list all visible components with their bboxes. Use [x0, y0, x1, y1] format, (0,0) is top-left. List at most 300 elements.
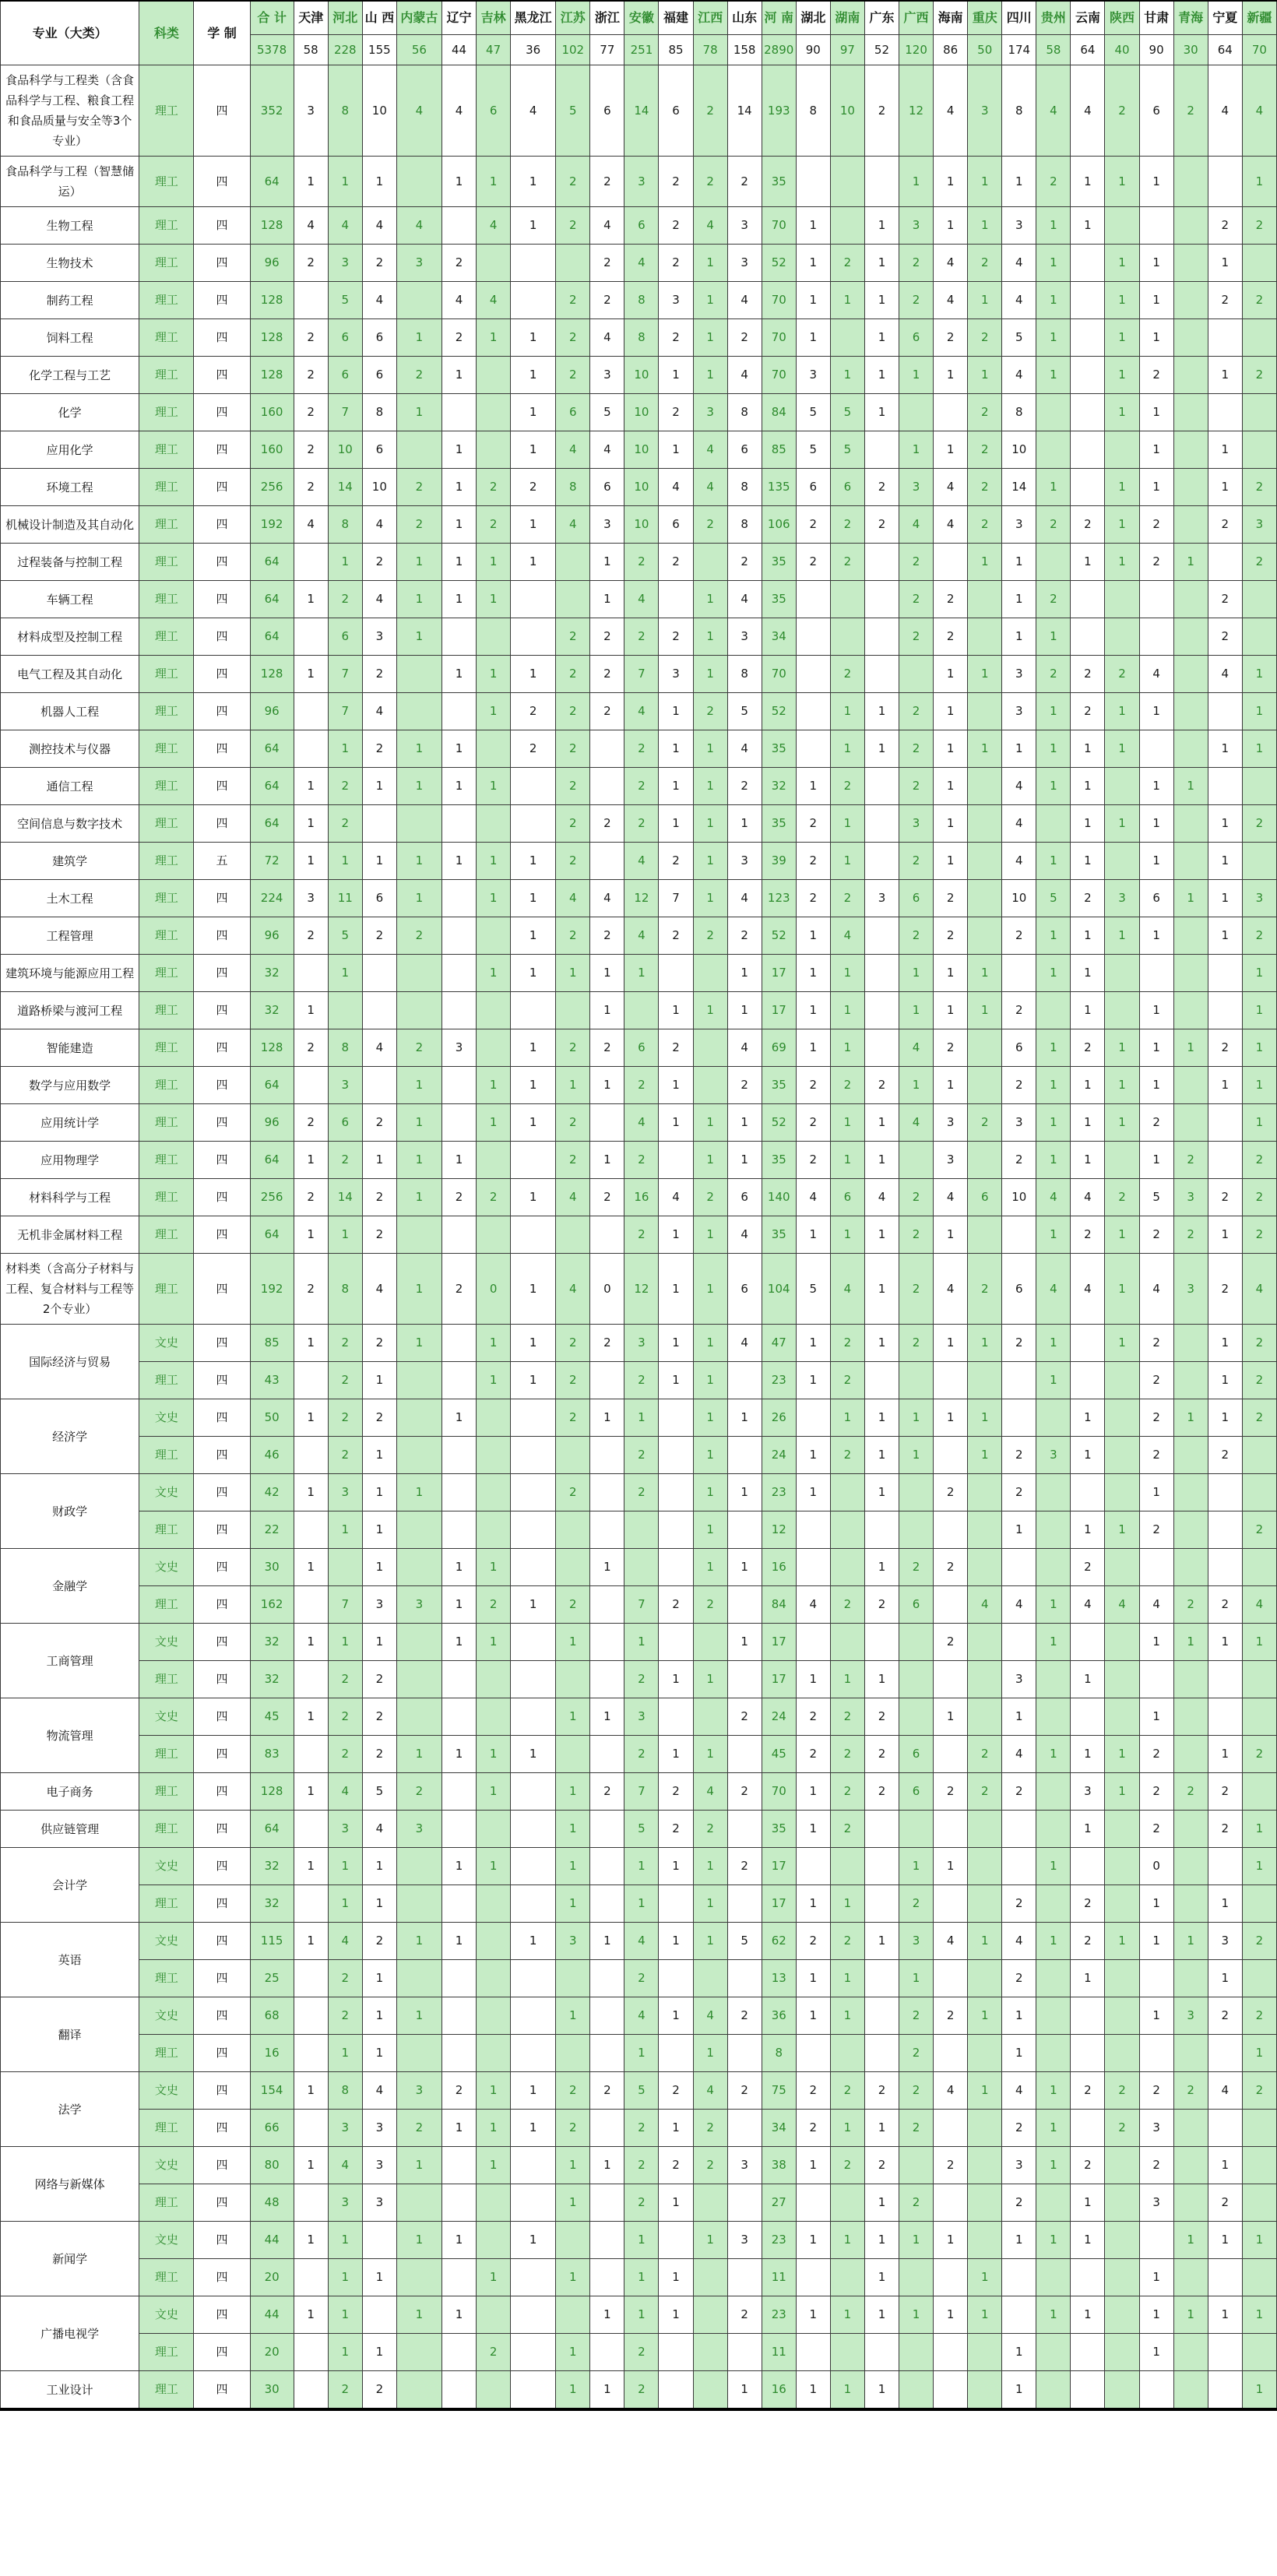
value-cell: 2: [693, 2110, 727, 2147]
value-cell: 1: [1071, 207, 1105, 245]
value-cell: 1: [624, 2259, 659, 2296]
value-cell: 2: [1242, 1362, 1276, 1399]
value-cell: 2: [830, 1437, 864, 1474]
value-cell: [590, 1885, 624, 1923]
value-cell: 2: [362, 1104, 396, 1142]
value-cell: 1: [796, 1474, 830, 1511]
value-cell: [864, 843, 899, 880]
value-cell: 1: [477, 693, 511, 730]
value-cell: [899, 1474, 934, 1511]
value-cell: [1208, 1549, 1242, 1586]
value-cell: 4: [1071, 1254, 1105, 1325]
value-cell: 1: [727, 955, 762, 992]
value-cell: 11: [328, 880, 362, 917]
value-cell: 1: [556, 1624, 590, 1661]
value-cell: [1036, 1773, 1071, 1811]
value-cell: 2: [899, 282, 934, 319]
value-cell: 2: [624, 1474, 659, 1511]
value-cell: 8: [727, 506, 762, 544]
value-cell: [477, 1811, 511, 1848]
subject-type-cell: 理工: [139, 1142, 194, 1179]
value-cell: 4: [477, 282, 511, 319]
value-cell: 1: [396, 544, 441, 581]
value-cell: 1: [934, 157, 968, 207]
value-cell: 4: [624, 1923, 659, 1960]
value-cell: 4: [1071, 1586, 1105, 1624]
value-cell: [1242, 431, 1276, 469]
value-cell: 1: [864, 2184, 899, 2222]
value-cell: [968, 1216, 1002, 1254]
province-column-header: 宁夏: [1208, 1, 1242, 35]
value-cell: 1: [1139, 1067, 1173, 1104]
value-cell: 6: [899, 1773, 934, 1811]
value-cell: [477, 394, 511, 431]
value-cell: 80: [250, 2147, 294, 2184]
value-cell: [477, 1997, 511, 2035]
value-cell: 35: [762, 1142, 796, 1179]
value-cell: 1: [1242, 730, 1276, 768]
value-cell: 2: [934, 1773, 968, 1811]
value-cell: 1: [1208, 357, 1242, 394]
table-row: [1, 2184, 1277, 2222]
value-cell: [441, 207, 476, 245]
value-cell: 1: [659, 693, 693, 730]
subject-type-column-header: 科类: [139, 1, 194, 65]
value-cell: 4: [328, 1923, 362, 1960]
value-cell: 2: [362, 1325, 396, 1362]
table-row: [1, 469, 1277, 506]
subject-type-cell: 理工: [139, 1104, 194, 1142]
value-cell: [441, 1997, 476, 2035]
value-cell: 6: [899, 880, 934, 917]
subject-type-cell: 理工: [139, 581, 194, 618]
value-cell: 2: [934, 1029, 968, 1067]
value-cell: [624, 1549, 659, 1586]
value-cell: 1: [796, 207, 830, 245]
value-cell: 1: [1242, 656, 1276, 693]
value-cell: 1: [796, 1773, 830, 1811]
value-cell: 2: [693, 157, 727, 207]
value-cell: 2: [294, 1179, 328, 1216]
value-cell: 2: [294, 245, 328, 282]
value-cell: 1: [590, 1698, 624, 1736]
value-cell: [590, 1437, 624, 1474]
value-cell: 1: [659, 1216, 693, 1254]
value-cell: 1: [864, 2371, 899, 2410]
value-cell: 8: [762, 2035, 796, 2072]
value-cell: [1105, 1661, 1139, 1698]
value-cell: 2: [1242, 805, 1276, 843]
value-cell: [864, 2035, 899, 2072]
value-cell: 1: [1071, 1104, 1105, 1142]
table-row: [1, 544, 1277, 581]
value-cell: [511, 2296, 556, 2334]
value-cell: [659, 581, 693, 618]
value-cell: 1: [396, 1736, 441, 1773]
value-cell: 256: [250, 1179, 294, 1216]
value-cell: 2: [590, 1773, 624, 1811]
value-cell: [968, 2222, 1002, 2259]
value-cell: [934, 1661, 968, 1698]
subject-type-cell: 理工: [139, 805, 194, 843]
value-cell: [864, 431, 899, 469]
value-cell: 135: [762, 469, 796, 506]
value-cell: [1173, 1362, 1208, 1399]
duration-cell: 四: [194, 431, 250, 469]
value-cell: 2: [659, 245, 693, 282]
value-cell: 2: [968, 431, 1002, 469]
value-cell: 1: [1242, 1811, 1276, 1848]
value-cell: 4: [727, 581, 762, 618]
value-cell: 1: [396, 880, 441, 917]
value-cell: [590, 1474, 624, 1511]
value-cell: [590, 1736, 624, 1773]
value-cell: [511, 581, 556, 618]
column-total: 56: [396, 35, 441, 65]
value-cell: [693, 2371, 727, 2410]
value-cell: 7: [328, 1586, 362, 1624]
value-cell: 3: [727, 2147, 762, 2184]
value-cell: 1: [1105, 319, 1139, 357]
value-cell: 1: [864, 1474, 899, 1511]
value-cell: 1: [511, 2072, 556, 2110]
value-cell: [441, 805, 476, 843]
value-cell: 1: [796, 1997, 830, 2035]
subject-type-cell: 文史: [139, 1698, 194, 1736]
value-cell: 2: [727, 1698, 762, 1736]
value-cell: 2: [693, 1811, 727, 1848]
value-cell: [1242, 1437, 1276, 1474]
value-cell: [477, 1029, 511, 1067]
duration-cell: 四: [194, 1216, 250, 1254]
subject-type-cell: 理工: [139, 992, 194, 1029]
value-cell: [441, 2371, 476, 2410]
value-cell: 1: [659, 1325, 693, 1362]
value-cell: 4: [693, 207, 727, 245]
value-cell: [968, 2334, 1002, 2371]
value-cell: 2: [796, 1104, 830, 1142]
value-cell: 2: [294, 357, 328, 394]
value-cell: 1: [693, 282, 727, 319]
value-cell: 4: [830, 917, 864, 955]
value-cell: [727, 1511, 762, 1549]
value-cell: 2: [1139, 2072, 1173, 2110]
duration-cell: 四: [194, 1698, 250, 1736]
value-cell: [1173, 1698, 1208, 1736]
duration-cell: 四: [194, 1142, 250, 1179]
value-cell: 70: [762, 207, 796, 245]
value-cell: 4: [624, 245, 659, 282]
value-cell: 3: [294, 880, 328, 917]
value-cell: 2: [362, 917, 396, 955]
major-cell: 材料类（含高分子材料与工程、复合材料与工程等2个专业）: [1, 1254, 139, 1325]
table-row: [1, 1399, 1277, 1437]
value-cell: 1: [727, 805, 762, 843]
value-cell: 1: [1139, 1624, 1173, 1661]
value-cell: 1: [362, 1885, 396, 1923]
value-cell: 3: [441, 1029, 476, 1067]
value-cell: [477, 1474, 511, 1511]
value-cell: [659, 1142, 693, 1179]
value-cell: 4: [693, 2072, 727, 2110]
duration-cell: 四: [194, 1067, 250, 1104]
value-cell: 2: [1139, 1362, 1173, 1399]
value-cell: 1: [1105, 245, 1139, 282]
value-cell: 2: [659, 319, 693, 357]
value-cell: 12: [899, 65, 934, 157]
value-cell: 1: [1002, 1997, 1036, 2035]
table-row: [1, 1885, 1277, 1923]
value-cell: [1105, 768, 1139, 805]
value-cell: 2: [624, 544, 659, 581]
value-cell: 2: [1242, 282, 1276, 319]
value-cell: [864, 1511, 899, 1549]
value-cell: [1036, 544, 1071, 581]
value-cell: [1173, 282, 1208, 319]
duration-cell: 四: [194, 2334, 250, 2371]
value-cell: [864, 1997, 899, 2035]
major-cell: 翻译: [1, 1997, 139, 2072]
value-cell: [1071, 581, 1105, 618]
value-cell: 2: [556, 2110, 590, 2147]
value-cell: 1: [1036, 2110, 1071, 2147]
duration-cell: 四: [194, 955, 250, 992]
value-cell: 4: [1139, 1586, 1173, 1624]
table-row: [1, 730, 1277, 768]
value-cell: 1: [511, 506, 556, 544]
column-total: 70: [1242, 35, 1276, 65]
value-cell: [968, 2147, 1002, 2184]
value-cell: 2: [1071, 2147, 1105, 2184]
major-cell: 道路桥梁与渡河工程: [1, 992, 139, 1029]
subject-type-cell: 理工: [139, 1736, 194, 1773]
value-cell: 1: [1036, 1067, 1071, 1104]
value-cell: 1: [659, 1104, 693, 1142]
value-cell: [1036, 2035, 1071, 2072]
value-cell: 1: [477, 843, 511, 880]
value-cell: 1: [362, 157, 396, 207]
value-cell: 1: [693, 1736, 727, 1773]
value-cell: 6: [1139, 880, 1173, 917]
table-row: [1, 1067, 1277, 1104]
value-cell: 1: [511, 880, 556, 917]
value-cell: [899, 1362, 934, 1399]
value-cell: 4: [362, 207, 396, 245]
value-cell: 1: [1036, 357, 1071, 394]
value-cell: 1: [477, 1325, 511, 1362]
value-cell: 1: [659, 1736, 693, 1773]
table-row: [1, 1923, 1277, 1960]
value-cell: 1: [693, 1848, 727, 1885]
value-cell: [1002, 1362, 1036, 1399]
value-cell: 32: [250, 992, 294, 1029]
value-cell: 1: [1071, 2296, 1105, 2334]
value-cell: 2: [830, 1773, 864, 1811]
value-cell: 4: [727, 1029, 762, 1067]
value-cell: [511, 1142, 556, 1179]
subject-type-cell: 理工: [139, 1179, 194, 1216]
value-cell: [727, 1661, 762, 1698]
value-cell: 1: [590, 1399, 624, 1437]
value-cell: 1: [899, 992, 934, 1029]
value-cell: 2: [1242, 1325, 1276, 1362]
value-cell: [934, 1960, 968, 1997]
value-cell: 2: [796, 843, 830, 880]
value-cell: 2: [441, 245, 476, 282]
value-cell: 1: [441, 157, 476, 207]
value-cell: 2: [659, 843, 693, 880]
value-cell: [693, 955, 727, 992]
value-cell: 1: [864, 1399, 899, 1437]
value-cell: 140: [762, 1179, 796, 1216]
value-cell: [830, 1511, 864, 1549]
value-cell: [1105, 1848, 1139, 1885]
value-cell: [693, 1960, 727, 1997]
value-cell: 1: [477, 1549, 511, 1586]
value-cell: 1: [1139, 1885, 1173, 1923]
value-cell: 2: [899, 618, 934, 656]
value-cell: [294, 1960, 328, 1997]
column-total: 102: [556, 35, 590, 65]
duration-cell: 四: [194, 2110, 250, 2147]
value-cell: 2: [294, 469, 328, 506]
value-cell: [441, 1067, 476, 1104]
value-cell: 2: [1071, 2072, 1105, 2110]
value-cell: [294, 2184, 328, 2222]
value-cell: 96: [250, 693, 294, 730]
value-cell: 2: [693, 1586, 727, 1624]
value-cell: [1173, 431, 1208, 469]
value-cell: 6: [624, 207, 659, 245]
value-cell: 2: [899, 917, 934, 955]
value-cell: 4: [590, 207, 624, 245]
value-cell: 2: [727, 1067, 762, 1104]
value-cell: 1: [396, 394, 441, 431]
value-cell: 64: [250, 618, 294, 656]
province-column-header: 广东: [864, 1, 899, 35]
value-cell: [1002, 1399, 1036, 1437]
value-cell: 1: [934, 1399, 968, 1437]
value-cell: 3: [328, 1474, 362, 1511]
value-cell: 4: [328, 2147, 362, 2184]
value-cell: 4: [934, 506, 968, 544]
duration-cell: 四: [194, 1885, 250, 1923]
value-cell: 1: [1036, 1325, 1071, 1362]
value-cell: [1173, 730, 1208, 768]
value-cell: 1: [727, 1474, 762, 1511]
value-cell: 1: [362, 2035, 396, 2072]
value-cell: 2: [328, 1661, 362, 1698]
value-cell: 2: [934, 1474, 968, 1511]
value-cell: 2: [362, 1736, 396, 1773]
value-cell: 8: [556, 469, 590, 506]
value-cell: 2: [1139, 1216, 1173, 1254]
duration-cell: 四: [194, 2222, 250, 2259]
value-cell: [1105, 992, 1139, 1029]
value-cell: 2: [1002, 1325, 1036, 1362]
value-cell: 2: [1002, 992, 1036, 1029]
value-cell: 2: [934, 1997, 968, 2035]
value-cell: 3: [1208, 1923, 1242, 1960]
value-cell: 30: [250, 2371, 294, 2410]
value-cell: 1: [899, 1848, 934, 1885]
value-cell: [396, 1624, 441, 1661]
value-cell: 2: [1208, 1997, 1242, 2035]
table-row: [1, 1997, 1277, 2035]
value-cell: 1: [1105, 805, 1139, 843]
value-cell: 1: [1105, 357, 1139, 394]
value-cell: 3: [362, 2184, 396, 2222]
value-cell: 70: [762, 656, 796, 693]
value-cell: 2: [362, 1216, 396, 1254]
value-cell: 1: [1242, 2371, 1276, 2410]
subject-type-cell: 理工: [139, 394, 194, 431]
value-cell: 1: [1105, 394, 1139, 431]
value-cell: 3: [899, 1923, 934, 1960]
value-cell: [1242, 843, 1276, 880]
value-cell: 4: [1002, 805, 1036, 843]
value-cell: 68: [250, 1997, 294, 2035]
value-cell: [1071, 357, 1105, 394]
duration-cell: 四: [194, 2147, 250, 2184]
value-cell: [1036, 1811, 1071, 1848]
value-cell: 1: [441, 1923, 476, 1960]
value-cell: 7: [328, 656, 362, 693]
value-cell: [441, 1474, 476, 1511]
value-cell: 46: [250, 1437, 294, 1474]
value-cell: [968, 1362, 1002, 1399]
value-cell: 32: [250, 1885, 294, 1923]
value-cell: [477, 2184, 511, 2222]
value-cell: [864, 917, 899, 955]
value-cell: [659, 1511, 693, 1549]
value-cell: 2: [727, 1997, 762, 2035]
duration-cell: 四: [194, 730, 250, 768]
value-cell: 23: [762, 1474, 796, 1511]
value-cell: 1: [396, 1997, 441, 2035]
value-cell: 4: [624, 693, 659, 730]
value-cell: [396, 2259, 441, 2296]
value-cell: [968, 1698, 1002, 1736]
column-total: 90: [796, 35, 830, 65]
value-cell: [968, 843, 1002, 880]
value-cell: 4: [693, 431, 727, 469]
value-cell: 4: [934, 65, 968, 157]
subject-type-cell: 文史: [139, 1848, 194, 1885]
value-cell: 1: [830, 1029, 864, 1067]
value-cell: 1: [1173, 544, 1208, 581]
column-total: 52: [864, 35, 899, 65]
value-cell: 1: [362, 1549, 396, 1586]
value-cell: 1: [934, 693, 968, 730]
value-cell: [1173, 1885, 1208, 1923]
value-cell: 1: [1071, 1811, 1105, 1848]
value-cell: [396, 1885, 441, 1923]
value-cell: 2: [624, 2110, 659, 2147]
value-cell: [477, 1885, 511, 1923]
column-total: 228: [328, 35, 362, 65]
value-cell: 5: [556, 65, 590, 157]
value-cell: 2: [556, 768, 590, 805]
value-cell: [511, 1437, 556, 1474]
value-cell: [968, 917, 1002, 955]
value-cell: 2: [1208, 1586, 1242, 1624]
value-cell: 35: [762, 805, 796, 843]
value-cell: 4: [362, 1254, 396, 1325]
value-cell: 1: [864, 245, 899, 282]
value-cell: [1242, 394, 1276, 431]
value-cell: [1208, 693, 1242, 730]
